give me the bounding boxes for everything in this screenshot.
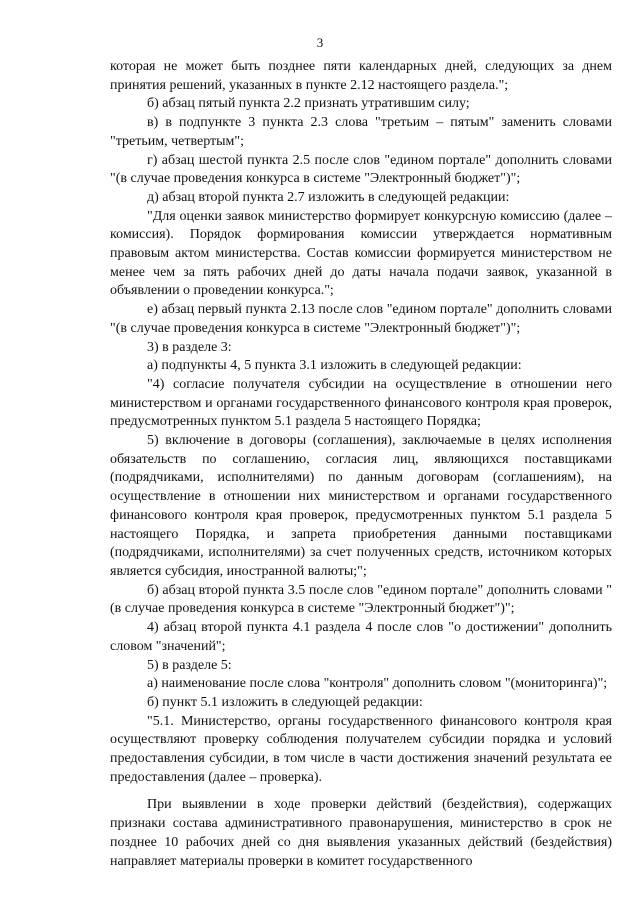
paragraph: б) абзац пятый пункта 2.2 признать утратившим силу;	[147, 96, 470, 112]
paragraph: 5) включение в договоры (соглашения), заключаемые в целях исполнения обязательств по соглашению, согласия лиц, являющихся поставщиками (подрядчиками, исполнителями) по данным договорам (соглашениям), на осуществление в отношении них министерством и органами государственного финансового контроля края проверок, предусмотренных пунктом 5.1 раздела 5 настоящего Порядка, и запрета приобретения данными поставщиками (подрядчиками, исполнителями) за счет полученных средств, источником которых является субсидия, иностранной валюты;";	[110, 433, 612, 579]
paragraph: При выявлении в ходе проверки действий (бездействия), содержащих признаки состава административного правонарушения, министерство в срок не позднее 10 рабочих дней со дня выявления указанных действий (бездействия) направляет материалы проверки в комитет государственного	[110, 797, 612, 869]
paragraph: д) абзац второй пункта 2.7 изложить в следующей редакции:	[147, 189, 510, 205]
paragraph: е) абзац первый пункта 2.13 после слов "едином портале" дополнить словами "(в случае проведения конкурса в системе "Электронный бюджет")";	[110, 302, 612, 336]
document-body	[110, 58, 612, 871]
paragraph: в) в подпункте 3 пункта 2.3 слова "третьим – пятым" заменить словами "третьим, четвертым";	[110, 115, 612, 149]
paragraph: б) абзац второй пункта 3.5 после слов "едином портале" дополнить словами "(в случае проведения конкурса в системе "Электронный бюджет")";	[110, 582, 612, 617]
paragraph: г) абзац шестой пункта 2.5 после слов "едином портале" дополнить словами "(в случае проведения конкурса в системе "Электронный бюджет")";	[110, 152, 612, 187]
paragraph: которая не может быть позднее пяти календарных дней, следующих за днем принятия решений, указанных в пункте 2.12 настоящего раздела.";	[110, 59, 612, 93]
paragraph: "Для оценки заявок министерство формирует конкурсную комиссию (далее – комиссия). Порядок формирования комиссии утверждается нормативным правовым актом министерства. Состав комиссии формируется министерством не менее чем за пять рабочих дней до даты начала подачи заявок, указанной в объявлении о проведении конкурса.";	[110, 208, 612, 299]
paragraph: "5.1. Министерство, органы государственного финансового контроля края осуществляют проверку соблюдения получателем субсидии порядка и условий предоставления субсидии, в том числе в части достижения значений результата ее предоставления (далее – проверка).	[110, 713, 612, 785]
paragraph: а) подпункты 4, 5 пункта 3.1 изложить в следующей редакции:	[147, 358, 522, 374]
paragraph: б) пункт 5.1 изложить в следующей редакции:	[147, 694, 423, 710]
page-number: 3	[316, 35, 324, 50]
paragraph: "4) согласие получателя субсидии на осуществление в отношении него министерством и органами государственного финансового контроля края проверок, предусмотренных пунктом 5.1 раздела 5 настоящего Порядка;	[110, 376, 612, 430]
paragraph: 4) абзац второй пункта 4.1 раздела 4 после слов "о достижении" дополнить словом "значений";	[110, 620, 612, 654]
paragraph: а) наименование после слова "контроля" дополнить словом "(мониторинга)";	[147, 676, 608, 692]
paragraph: 3) в разделе 3:	[147, 339, 232, 355]
paragraph: 5) в разделе 5:	[147, 657, 232, 673]
